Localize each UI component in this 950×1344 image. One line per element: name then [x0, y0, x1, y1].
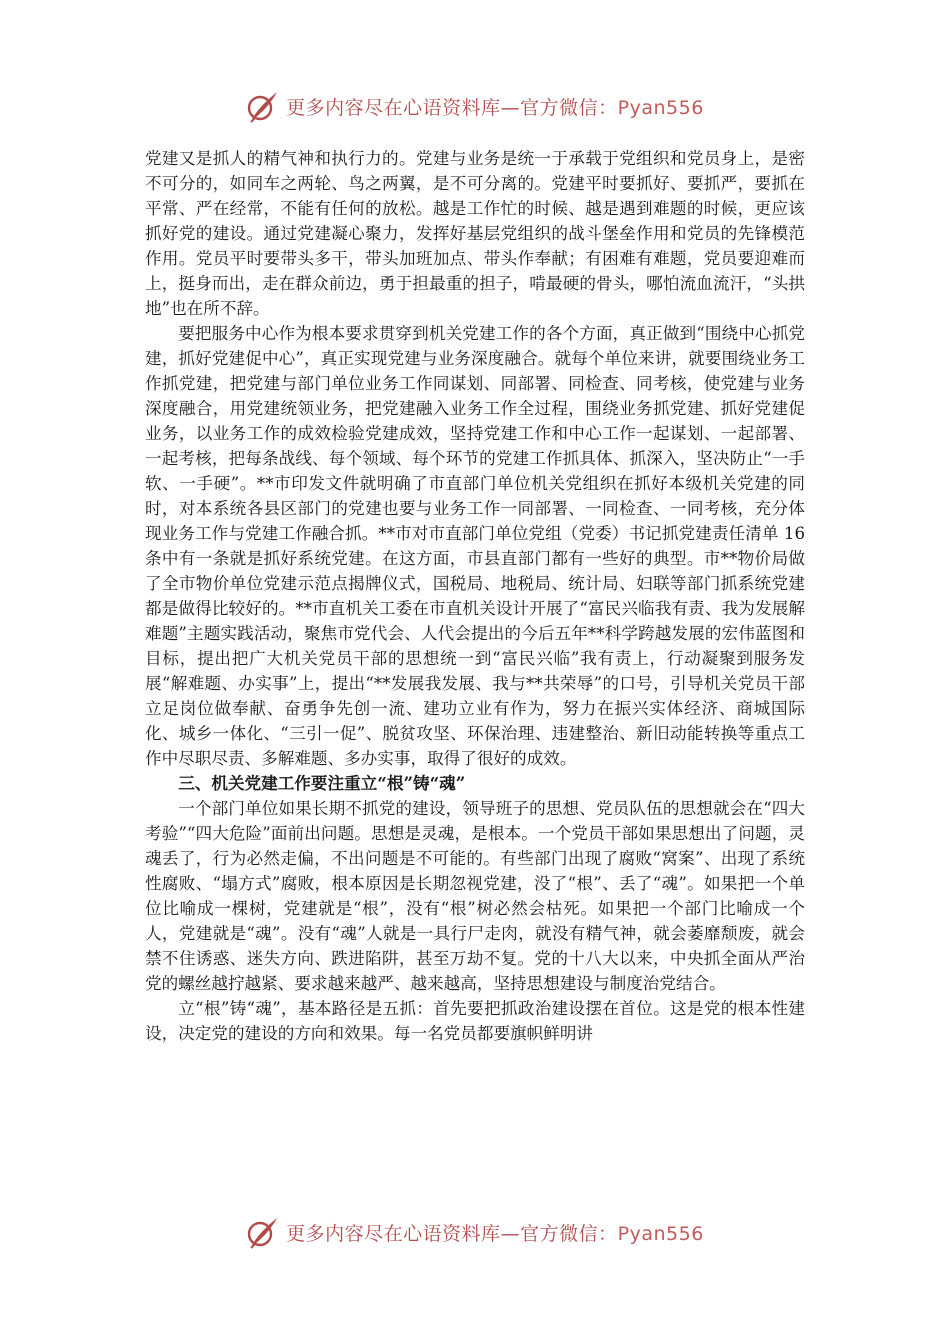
quill-circle-logo-icon: [246, 1215, 280, 1249]
watermark-text: 更多内容尽在心语资料库—官方微信：Pyan556: [286, 1222, 704, 1245]
paragraph-2: 要把服务中心作为根本要求贯穿到机关党建工作的各个方面，真正做到“围绕中心抓党建，抓好党建促中心”，真正实现党建与业务深度融合。就每个单位来讲，就要围绕业务工作抓党建，把党建与部门单位业务工作同谋划、同部署、同检查、同考核，使党建与业务深度融合，用党建统领业务，把党建融入业务工作全过程，围绕业务抓党建、抓好党建促业务，以业务工作的成效检验党建成效，坚持党建工作和中心工作一起谋划、一起部署、一起考核，把每条战线、每个领域、每个环节的党建工作抓具体、抓深入，坚决防止“一手软、一手硬”。**市印发文件就明确了市直部门单位机关党组织在抓好本级机关党建的同时，对本系统各县区部门的党建也要与业务工作一同部署、一同检查、一同考核，充分体现业务工作与党建工作融合抓。**市对市直部门单位党组（党委）书记抓党建责任清单 16 条中有一条就是抓好系统党建。在这方面，市县直部门都有一些好的典型。市**物价局做了全市物价单位党建示范点揭牌仪式，国税局、地税局、统计局、妇联等部门抓系统党建都是做得比较好的。**市直机关工委在市直机关设计开展了“富民兴临我有责、我为发展解难题”主题实践活动，聚焦市党代会、人代会提出的今后五年**科学跨越发展的宏伟蓝图和目标，提出把广大机关党员干部的思想统一到“富民兴临”我有责上，行动凝聚到服务发展“解难题、办实事”上，提出“**发展我发展、我与**共荣辱”的口号，引导机关党员干部立足岗位做奉献、奋勇争先创一流、建功立业有作为，努力在振兴实体经济、商城国际化、城乡一体化、“三引一促”、脱贫攻坚、环保治理、违建整治、新旧动能转换等重点工作中尽职尽责、多解难题、多办实事，取得了很好的成效。: [145, 324, 805, 768]
watermark-handle: Pyan556: [617, 1222, 704, 1245]
paragraph-3: 一个部门单位如果长期不抓党的建设，领导班子的思想、党员队伍的思想就会在“四大考验”“四大危险”面前出问题。思想是灵魂，是根本。一个党员干部如果思想出了问题，灵魂丢了，行为必然走偏，不出问题是不可能的。有些部门出现了腐败“窝案”、出现了系统性腐败、“塌方式”腐败，根本原因是长期忽视党建，没了“根”、丢了“魂”。如果把一个单位比喻成一棵树，党建就是“根”，没有“根”树必然会枯死。如果把一个部门比喻成一个人，党建就是“魂”。没有“魂”人就是一具行尸走肉，就没有精气神，就会萎靡颓废，就会禁不住诱惑、迷失方向、跌进陷阱，甚至万劫不复。党的十八大以来，中央抓全面从严治党的螺丝越拧越紧、要求越来越严、越来越高，坚持思想建设与制度治党结合。: [145, 799, 805, 993]
document-body: [145, 146, 805, 1046]
quill-circle-logo-icon: [246, 89, 280, 123]
section-heading-3: 三、机关党建工作要注重立“根”铸“魂”: [178, 773, 466, 793]
footer-watermark: [0, 1212, 950, 1252]
paragraph-4: 立“根”铸“魂”，基本路径是五抓：首先要把抓政治建设摆在首位。这是党的根本性建设，决定党的建设的方向和效果。每一名党员都要旗帜鲜明讲: [145, 999, 805, 1043]
watermark-handle: Pyan556: [617, 96, 704, 119]
header-watermark: [0, 86, 950, 126]
paragraph-1: 党建又是抓人的精气神和执行力的。党建与业务是统一于承载于党组织和党员身上，是密不可分的，如同车之两轮、鸟之两翼，是不可分离的。党建平时要抓好、要抓严，要抓在平常、严在经常，不能有任何的放松。越是工作忙的时候、越是遇到难题的时候，更应该抓好党的建设。通过党建凝心聚力，发挥好基层党组织的战斗堡垒作用和党员的先锋模范作用。党员平时要带头多干，带头加班加点、带头作奉献；有困难有难题，党员要迎难而上，挺身而出，走在群众前边，勇于担最重的担子，啃最硬的骨头，哪怕流血流汗，“头拱地”也在所不辞。: [145, 149, 805, 318]
watermark-text: 更多内容尽在心语资料库—官方微信：Pyan556: [286, 96, 704, 119]
